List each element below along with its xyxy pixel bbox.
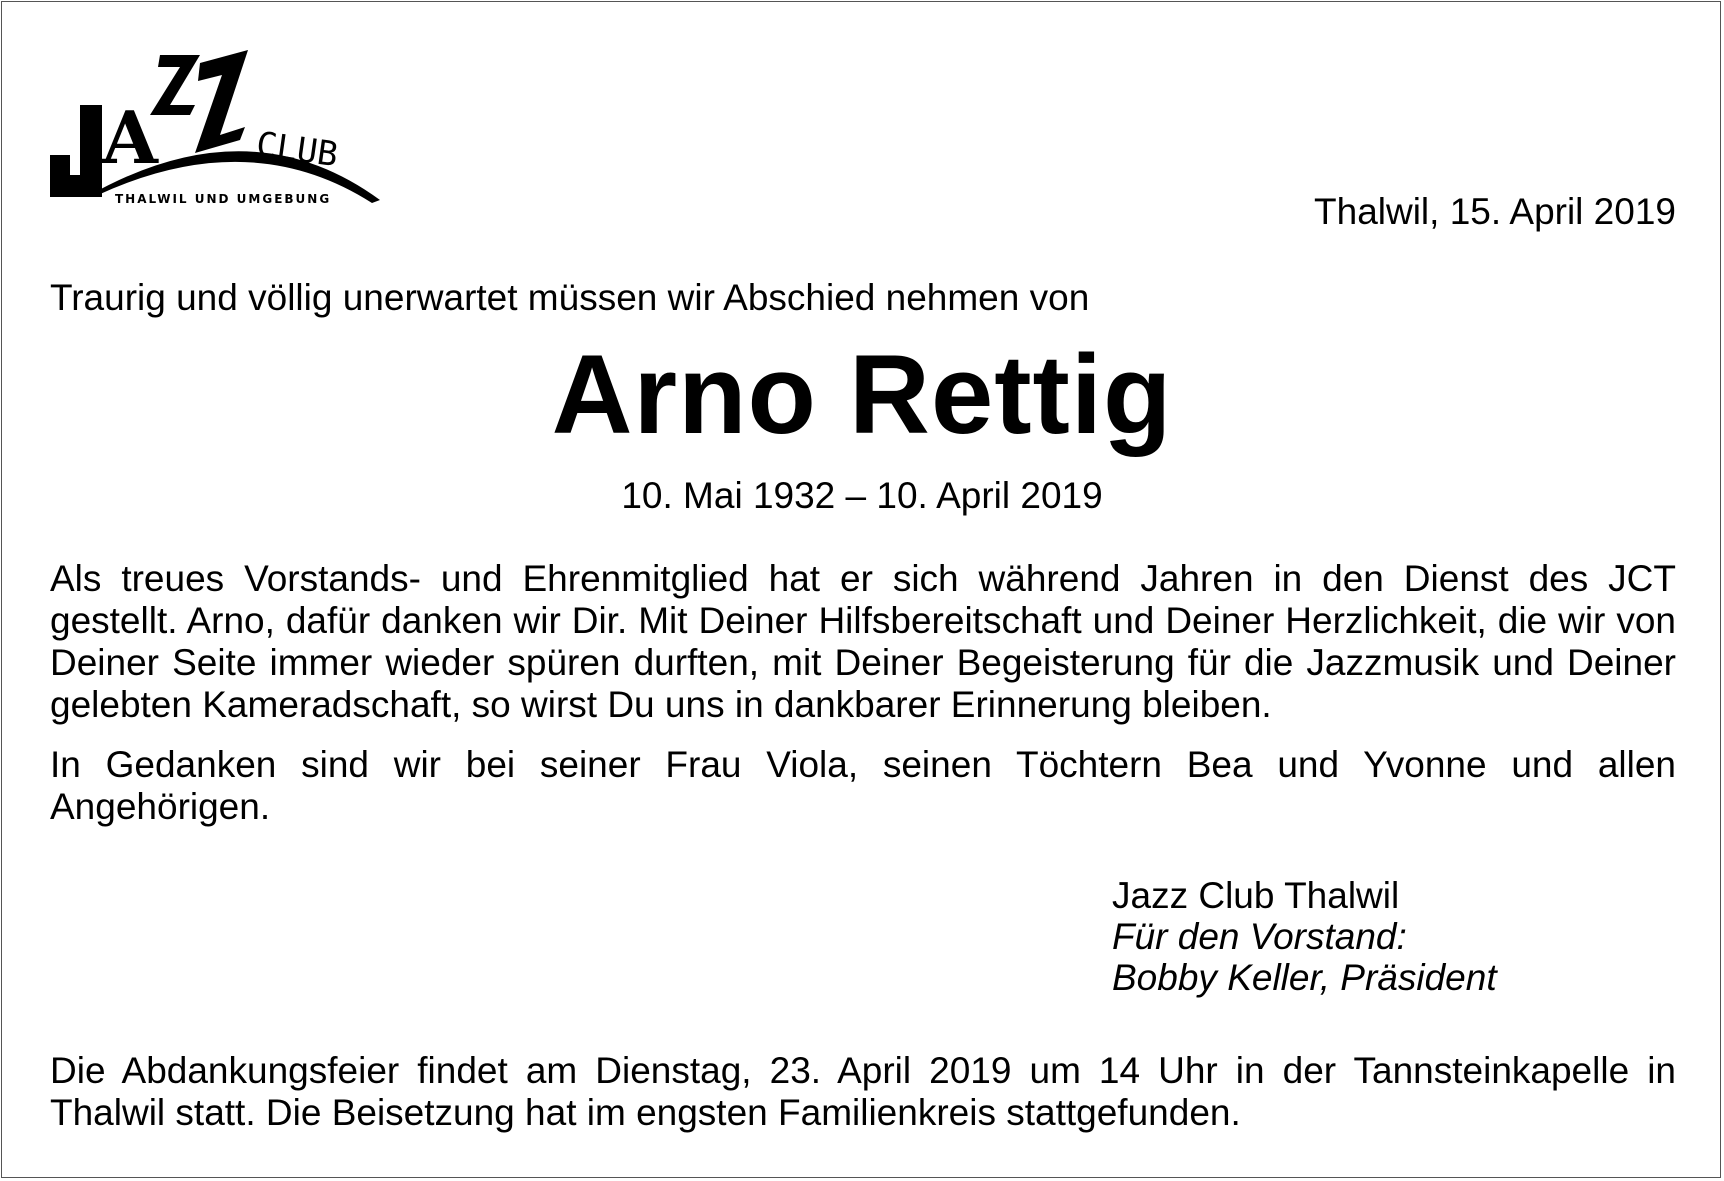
logo-club-text: CLUB xyxy=(253,124,341,176)
notice-date: Thalwil, 15. April 2019 xyxy=(1314,191,1676,232)
jazz-club-logo xyxy=(50,45,430,230)
jazz-club-logo-graphic xyxy=(50,45,430,230)
deceased-name: Arno Rettig xyxy=(551,332,1173,457)
funeral-info-paragraph: Die Abdankungsfeier findet am Dienstag, 23. April 2019 um 14 Uhr in der Tannsteinkapelle in Thalwil statt. Die Beisetzung hat im engsten Familienkreis stattgefunden. xyxy=(50,1050,1676,1133)
signature-organization: Jazz Club Thalwil xyxy=(1112,875,1400,916)
signature-block xyxy=(1112,875,1497,998)
svg-text:A: A xyxy=(102,95,158,180)
life-dates: 10. Mai 1932 – 10. April 2019 xyxy=(621,475,1103,516)
condolence-paragraph: In Gedanken sind wir bei seiner Frau Viola, seinen Töchtern Bea und Yvonne und allen Angehörigen. xyxy=(50,744,1676,827)
intro-text: Traurig und völlig unerwartet müssen wir Abschied nehmen von xyxy=(50,277,1090,318)
signature-role: Für den Vorstand: xyxy=(1112,916,1407,957)
tribute-paragraph: Als treues Vorstands- und Ehrenmitglied hat er sich während Jahren in den Dienst des JCT gestellt. Arno, dafür danken wir Dir. Mit Deiner Hilfsbereitschaft und Deiner Herzlichkeit, die wir von Deiner Seite immer wieder spüren durften, mit Deiner Begeisterung für die Jazzmusik und Deiner gelebten Kameradschaft, so wirst Du uns in dankbarer Erinnerung bleiben. xyxy=(50,558,1676,725)
signature-signer: Bobby Keller, Präsident xyxy=(1112,957,1497,998)
logo-tagline: THALWIL UND UMGEBUNG xyxy=(115,192,332,206)
